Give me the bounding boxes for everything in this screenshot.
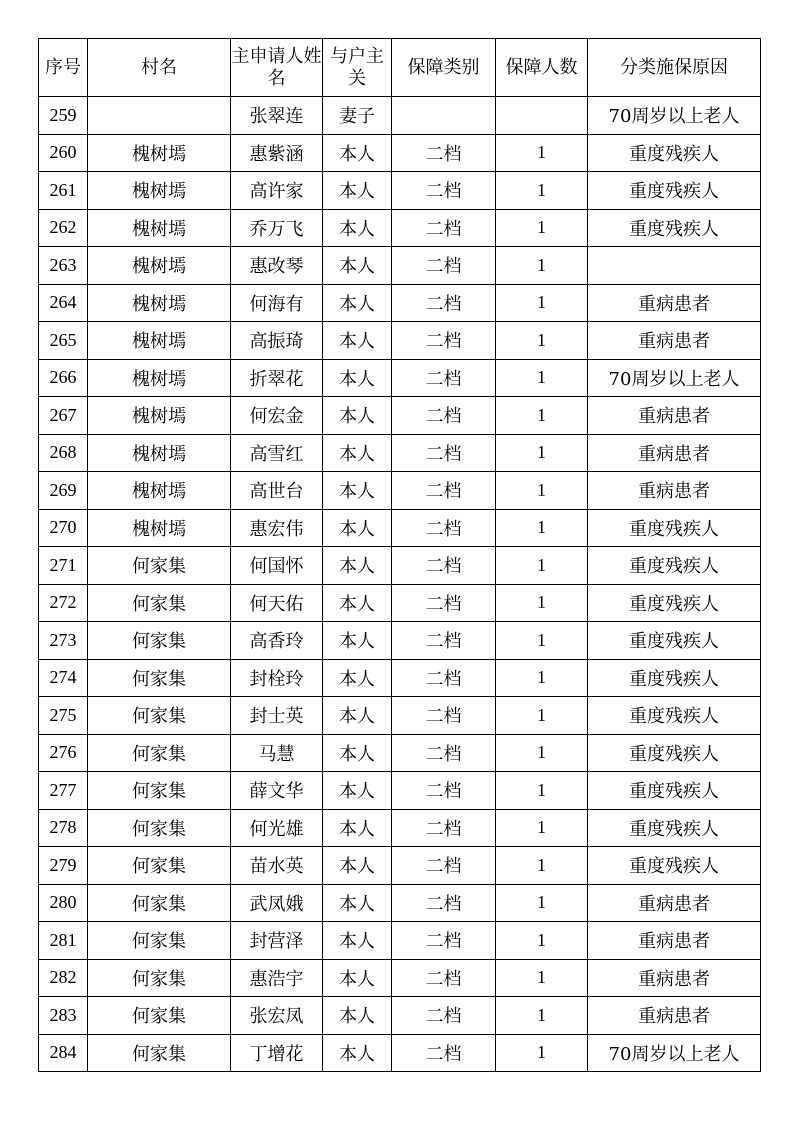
cell-level <box>392 97 496 135</box>
cell-level: 二档 <box>392 697 496 735</box>
table-row <box>39 922 761 960</box>
cell-level: 二档 <box>392 809 496 847</box>
header-count: 保障人数 <box>496 39 588 97</box>
cell-reason: 重度残疾人 <box>588 659 761 697</box>
table-row <box>39 172 761 210</box>
cell-level: 二档 <box>392 359 496 397</box>
cell-level: 二档 <box>392 322 496 360</box>
cell-applicant: 丁增花 <box>231 1034 323 1072</box>
cell-village: 何家集 <box>88 659 231 697</box>
table-row <box>39 884 761 922</box>
table-row <box>39 359 761 397</box>
cell-reason: 重度残疾人 <box>588 584 761 622</box>
table-row <box>39 97 761 135</box>
cell-reason: 重度残疾人 <box>588 209 761 247</box>
cell-count: 1 <box>496 209 588 247</box>
cell-level: 二档 <box>392 284 496 322</box>
cell-reason: 重病患者 <box>588 322 761 360</box>
cell-applicant: 苗水英 <box>231 847 323 885</box>
cell-reason: 重度残疾人 <box>588 734 761 772</box>
cell-seq: 272 <box>39 584 88 622</box>
cell-count: 1 <box>496 322 588 360</box>
table-row <box>39 1034 761 1072</box>
cell-village: 槐树墕 <box>88 359 231 397</box>
table-row <box>39 622 761 660</box>
cell-count: 1 <box>496 134 588 172</box>
cell-village: 何家集 <box>88 997 231 1035</box>
cell-level: 二档 <box>392 922 496 960</box>
cell-level: 二档 <box>392 472 496 510</box>
cell-applicant: 张翠连 <box>231 97 323 135</box>
cell-reason: 重度残疾人 <box>588 809 761 847</box>
cell-relation: 本人 <box>323 809 392 847</box>
cell-count: 1 <box>496 997 588 1035</box>
cell-seq: 260 <box>39 134 88 172</box>
table-row <box>39 434 761 472</box>
cell-level: 二档 <box>392 1034 496 1072</box>
cell-applicant: 何天佑 <box>231 584 323 622</box>
cell-village: 何家集 <box>88 622 231 660</box>
cell-seq: 266 <box>39 359 88 397</box>
cell-village: 何家集 <box>88 847 231 885</box>
cell-village: 何家集 <box>88 1034 231 1072</box>
table-row <box>39 847 761 885</box>
table-row <box>39 322 761 360</box>
cell-relation: 本人 <box>323 884 392 922</box>
cell-count: 1 <box>496 472 588 510</box>
table-row <box>39 247 761 285</box>
cell-relation: 本人 <box>323 247 392 285</box>
cell-applicant: 高振琦 <box>231 322 323 360</box>
cell-applicant: 惠紫涵 <box>231 134 323 172</box>
cell-reason: 重度残疾人 <box>588 509 761 547</box>
header-row <box>39 39 761 97</box>
cell-relation: 本人 <box>323 547 392 585</box>
cell-village: 槐树墕 <box>88 434 231 472</box>
cell-applicant: 高世台 <box>231 472 323 510</box>
cell-seq: 259 <box>39 97 88 135</box>
cell-level: 二档 <box>392 434 496 472</box>
cell-level: 二档 <box>392 172 496 210</box>
cell-applicant: 封栓玲 <box>231 659 323 697</box>
table-row <box>39 472 761 510</box>
cell-count: 1 <box>496 959 588 997</box>
cell-reason: 重病患者 <box>588 397 761 435</box>
cell-reason: 重度残疾人 <box>588 134 761 172</box>
cell-applicant: 武凤娥 <box>231 884 323 922</box>
cell-seq: 284 <box>39 1034 88 1072</box>
cell-relation: 本人 <box>323 434 392 472</box>
cell-applicant: 折翠花 <box>231 359 323 397</box>
cell-village <box>88 97 231 135</box>
cell-reason: 重病患者 <box>588 472 761 510</box>
cell-village: 槐树墕 <box>88 509 231 547</box>
cell-relation: 本人 <box>323 359 392 397</box>
cell-reason: 重病患者 <box>588 884 761 922</box>
cell-seq: 265 <box>39 322 88 360</box>
cell-village: 何家集 <box>88 584 231 622</box>
cell-level: 二档 <box>392 397 496 435</box>
cell-count: 1 <box>496 284 588 322</box>
table-row <box>39 772 761 810</box>
cell-village: 何家集 <box>88 922 231 960</box>
cell-relation: 本人 <box>323 622 392 660</box>
table-row <box>39 734 761 772</box>
cell-level: 二档 <box>392 884 496 922</box>
cell-count: 1 <box>496 809 588 847</box>
cell-level: 二档 <box>392 997 496 1035</box>
cell-reason: 重度残疾人 <box>588 622 761 660</box>
table-row <box>39 997 761 1035</box>
cell-applicant: 惠浩宇 <box>231 959 323 997</box>
cell-seq: 283 <box>39 997 88 1035</box>
cell-count: 1 <box>496 397 588 435</box>
cell-relation: 本人 <box>323 1034 392 1072</box>
cell-applicant: 封士英 <box>231 697 323 735</box>
cell-seq: 270 <box>39 509 88 547</box>
cell-seq: 278 <box>39 809 88 847</box>
header-seq: 序号 <box>39 39 88 97</box>
cell-seq: 262 <box>39 209 88 247</box>
cell-applicant: 高雪红 <box>231 434 323 472</box>
cell-seq: 279 <box>39 847 88 885</box>
cell-seq: 263 <box>39 247 88 285</box>
table-row <box>39 397 761 435</box>
cell-seq: 277 <box>39 772 88 810</box>
header-applicant: 主申请人姓名 <box>231 39 323 97</box>
cell-relation: 本人 <box>323 397 392 435</box>
cell-count: 1 <box>496 584 588 622</box>
cell-applicant: 何光雄 <box>231 809 323 847</box>
cell-reason: 重度残疾人 <box>588 697 761 735</box>
cell-reason: 重度残疾人 <box>588 772 761 810</box>
cell-count: 1 <box>496 509 588 547</box>
cell-relation: 本人 <box>323 959 392 997</box>
cell-count <box>496 97 588 135</box>
cell-relation: 本人 <box>323 322 392 360</box>
cell-seq: 274 <box>39 659 88 697</box>
cell-seq: 280 <box>39 884 88 922</box>
cell-level: 二档 <box>392 847 496 885</box>
cell-applicant: 何宏金 <box>231 397 323 435</box>
cell-reason: 70周岁以上老人 <box>588 97 761 135</box>
cell-count: 1 <box>496 247 588 285</box>
cell-seq: 264 <box>39 284 88 322</box>
header-level: 保障类别 <box>392 39 496 97</box>
table-row <box>39 809 761 847</box>
cell-village: 何家集 <box>88 547 231 585</box>
cell-seq: 282 <box>39 959 88 997</box>
cell-relation: 本人 <box>323 847 392 885</box>
cell-level: 二档 <box>392 772 496 810</box>
table-row <box>39 509 761 547</box>
cell-seq: 267 <box>39 397 88 435</box>
cell-count: 1 <box>496 359 588 397</box>
cell-relation: 妻子 <box>323 97 392 135</box>
cell-relation: 本人 <box>323 734 392 772</box>
table-row <box>39 959 761 997</box>
cell-village: 何家集 <box>88 884 231 922</box>
cell-count: 1 <box>496 659 588 697</box>
cell-relation: 本人 <box>323 659 392 697</box>
cell-applicant: 马慧 <box>231 734 323 772</box>
cell-reason: 重病患者 <box>588 284 761 322</box>
assistance-table <box>38 38 761 1072</box>
cell-level: 二档 <box>392 584 496 622</box>
cell-reason: 70周岁以上老人 <box>588 1034 761 1072</box>
cell-village: 槐树墕 <box>88 322 231 360</box>
cell-relation: 本人 <box>323 472 392 510</box>
cell-applicant: 薛文华 <box>231 772 323 810</box>
cell-seq: 271 <box>39 547 88 585</box>
table-body <box>39 97 761 1072</box>
cell-count: 1 <box>496 547 588 585</box>
cell-seq: 275 <box>39 697 88 735</box>
table-row <box>39 209 761 247</box>
cell-count: 1 <box>496 772 588 810</box>
cell-relation: 本人 <box>323 134 392 172</box>
cell-applicant: 高香玲 <box>231 622 323 660</box>
cell-count: 1 <box>496 884 588 922</box>
cell-reason <box>588 247 761 285</box>
cell-relation: 本人 <box>323 772 392 810</box>
cell-applicant: 封营泽 <box>231 922 323 960</box>
cell-count: 1 <box>496 1034 588 1072</box>
cell-level: 二档 <box>392 734 496 772</box>
cell-applicant: 何海有 <box>231 284 323 322</box>
cell-relation: 本人 <box>323 922 392 960</box>
cell-level: 二档 <box>392 509 496 547</box>
cell-count: 1 <box>496 434 588 472</box>
cell-reason: 重病患者 <box>588 997 761 1035</box>
cell-reason: 重病患者 <box>588 434 761 472</box>
cell-relation: 本人 <box>323 209 392 247</box>
cell-count: 1 <box>496 922 588 960</box>
cell-applicant: 何国怀 <box>231 547 323 585</box>
cell-applicant: 高许家 <box>231 172 323 210</box>
cell-count: 1 <box>496 847 588 885</box>
table-row <box>39 284 761 322</box>
cell-relation: 本人 <box>323 509 392 547</box>
cell-village: 槐树墕 <box>88 397 231 435</box>
cell-village: 槐树墕 <box>88 134 231 172</box>
cell-village: 何家集 <box>88 734 231 772</box>
cell-reason: 重病患者 <box>588 959 761 997</box>
table-row <box>39 659 761 697</box>
table-row <box>39 134 761 172</box>
cell-applicant: 惠宏伟 <box>231 509 323 547</box>
cell-seq: 268 <box>39 434 88 472</box>
cell-reason: 重病患者 <box>588 922 761 960</box>
cell-count: 1 <box>496 734 588 772</box>
cell-seq: 269 <box>39 472 88 510</box>
cell-reason: 70周岁以上老人 <box>588 359 761 397</box>
cell-village: 何家集 <box>88 809 231 847</box>
table-row <box>39 584 761 622</box>
cell-village: 槐树墕 <box>88 284 231 322</box>
cell-seq: 261 <box>39 172 88 210</box>
cell-level: 二档 <box>392 659 496 697</box>
cell-village: 何家集 <box>88 959 231 997</box>
cell-seq: 273 <box>39 622 88 660</box>
cell-level: 二档 <box>392 209 496 247</box>
cell-reason: 重度残疾人 <box>588 172 761 210</box>
cell-seq: 281 <box>39 922 88 960</box>
header-reason: 分类施保原因 <box>588 39 761 97</box>
cell-village: 槐树墕 <box>88 172 231 210</box>
cell-seq: 276 <box>39 734 88 772</box>
cell-level: 二档 <box>392 134 496 172</box>
cell-reason: 重度残疾人 <box>588 847 761 885</box>
cell-level: 二档 <box>392 959 496 997</box>
cell-level: 二档 <box>392 622 496 660</box>
cell-reason: 重度残疾人 <box>588 547 761 585</box>
cell-relation: 本人 <box>323 584 392 622</box>
cell-village: 何家集 <box>88 697 231 735</box>
cell-village: 槐树墕 <box>88 209 231 247</box>
cell-count: 1 <box>496 697 588 735</box>
cell-level: 二档 <box>392 247 496 285</box>
cell-relation: 本人 <box>323 997 392 1035</box>
cell-level: 二档 <box>392 547 496 585</box>
cell-village: 槐树墕 <box>88 247 231 285</box>
cell-applicant: 乔万飞 <box>231 209 323 247</box>
cell-count: 1 <box>496 622 588 660</box>
table-row <box>39 547 761 585</box>
cell-applicant: 惠改琴 <box>231 247 323 285</box>
header-village: 村名 <box>88 39 231 97</box>
cell-count: 1 <box>496 172 588 210</box>
cell-village: 何家集 <box>88 772 231 810</box>
cell-village: 槐树墕 <box>88 472 231 510</box>
cell-applicant: 张宏凤 <box>231 997 323 1035</box>
header-relation: 与户主关 <box>323 39 392 97</box>
cell-relation: 本人 <box>323 284 392 322</box>
table-row <box>39 697 761 735</box>
cell-relation: 本人 <box>323 697 392 735</box>
cell-relation: 本人 <box>323 172 392 210</box>
